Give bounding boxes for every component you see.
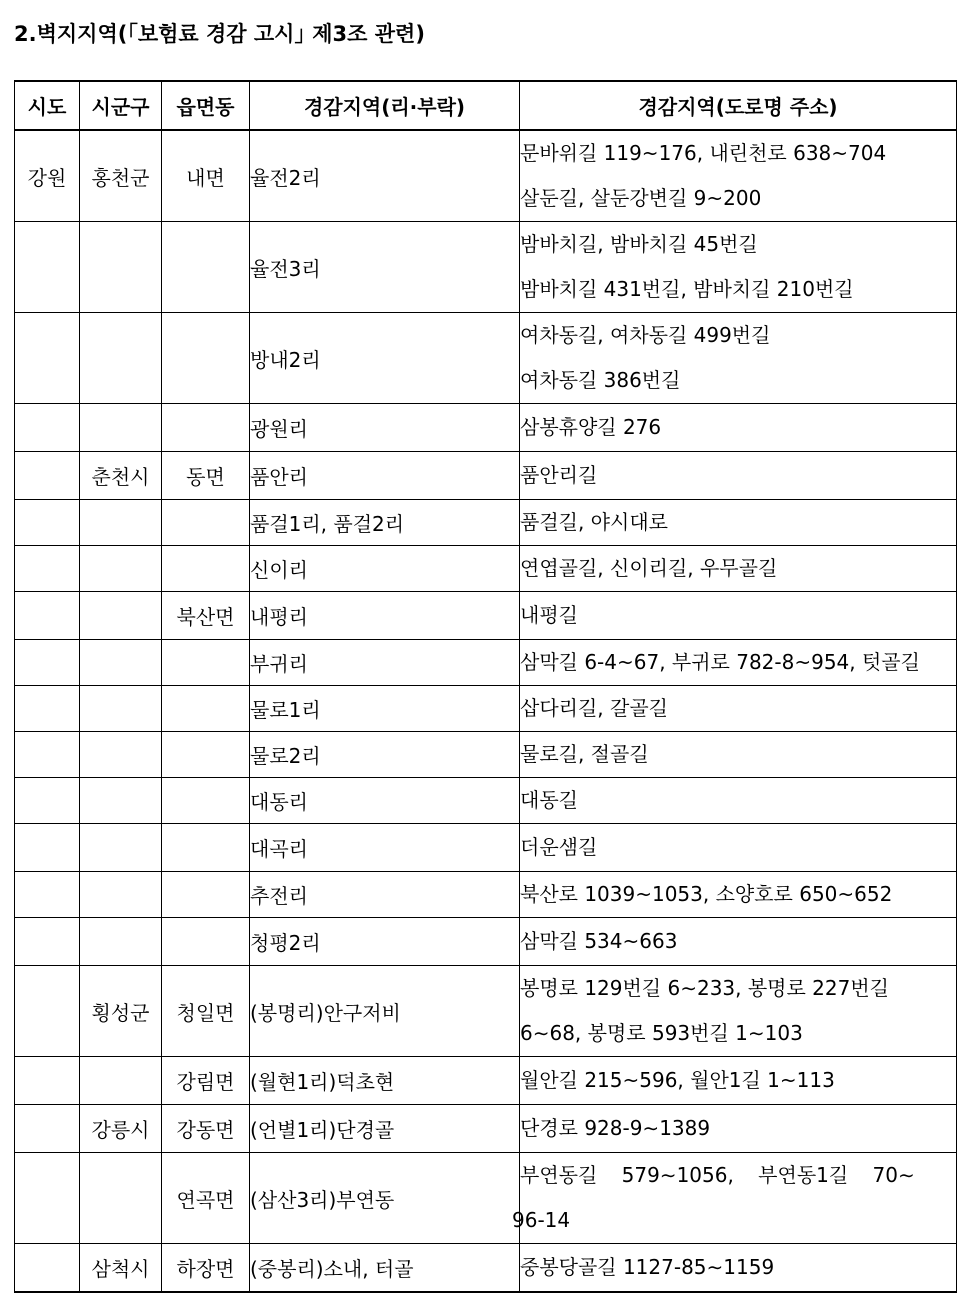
road-line: 대동길	[520, 788, 578, 812]
cell-sido	[15, 404, 80, 452]
cell-area-ri: 품걸1리, 품걸2리	[250, 500, 520, 546]
cell-eupmyeondong: 내면	[162, 130, 250, 222]
cell-eupmyeondong	[162, 732, 250, 778]
header-sigungu: 시군구	[80, 81, 162, 130]
cell-eupmyeondong: 동면	[162, 452, 250, 500]
page-title: 2.벽지지역(｢보험료 경감 고시｣ 제3조 관련)	[14, 22, 425, 46]
road-line: 밤바치길 431번길, 밤바치길 210번길	[520, 277, 854, 301]
cell-eupmyeondong	[162, 222, 250, 313]
header-sido: 시도	[15, 81, 80, 130]
cell-sido	[15, 824, 80, 872]
road-line: 살둔길, 살둔강변길 9~200	[520, 186, 762, 210]
cell-sido	[15, 500, 80, 546]
cell-sigungu	[80, 732, 162, 778]
cell-sigungu	[80, 546, 162, 592]
cell-eupmyeondong	[162, 824, 250, 872]
cell-eupmyeondong	[162, 546, 250, 592]
cell-eupmyeondong	[162, 500, 250, 546]
cell-eupmyeondong: 강림면	[162, 1057, 250, 1105]
cell-area-ri: 방내2리	[250, 313, 520, 404]
cell-area-ri: 부귀리	[250, 640, 520, 686]
table-row	[15, 404, 957, 452]
cell-area-road	[520, 686, 957, 732]
cell-sido	[15, 1105, 80, 1153]
cell-eupmyeondong: 연곡면	[162, 1153, 250, 1244]
header-area-ri: 경감지역(리·부락)	[250, 81, 520, 130]
cell-area-road	[520, 640, 957, 686]
cell-sido	[15, 640, 80, 686]
cell-sido	[15, 778, 80, 824]
cell-sido	[15, 1057, 80, 1105]
cell-eupmyeondong: 북산면	[162, 592, 250, 640]
table-row	[15, 313, 957, 404]
cell-sido	[15, 313, 80, 404]
cell-sigungu	[80, 778, 162, 824]
cell-area-road	[520, 732, 957, 778]
road-line: 물로길, 절골길	[520, 742, 649, 766]
cell-eupmyeondong	[162, 918, 250, 966]
road-line: 연엽골길, 신이리길, 우무골길	[520, 556, 778, 580]
cell-sigungu	[80, 313, 162, 404]
cell-sido: 강원	[15, 130, 80, 222]
cell-sigungu	[80, 824, 162, 872]
table-row	[15, 686, 957, 732]
cell-eupmyeondong	[162, 313, 250, 404]
cell-sigungu: 삼척시	[80, 1244, 162, 1293]
cell-area-road	[520, 404, 957, 452]
cell-sido	[15, 918, 80, 966]
cell-area-road	[512, 1153, 957, 1244]
cell-area-ri: 추전리	[250, 872, 520, 918]
cell-sigungu	[80, 1057, 162, 1105]
cell-sigungu	[80, 686, 162, 732]
road-line: 여차동길 386번길	[520, 368, 681, 392]
table-row	[15, 640, 957, 686]
cell-sigungu	[80, 404, 162, 452]
cell-eupmyeondong: 청일면	[162, 966, 250, 1057]
cell-sigungu	[80, 592, 162, 640]
cell-area-ri: (언별1리)단경골	[250, 1105, 520, 1153]
table-row	[15, 452, 957, 500]
cell-sido	[15, 1153, 80, 1244]
cell-area-road	[520, 452, 957, 500]
table-row	[15, 778, 957, 824]
cell-sido	[15, 546, 80, 592]
cell-area-ri: (삼산3리)부연동	[250, 1153, 520, 1244]
road-line: 문바위길 119~176, 내린천로 638~704	[520, 141, 887, 165]
cell-area-ri: (중봉리)소내, 터골	[250, 1244, 520, 1293]
table-row	[15, 546, 957, 592]
cell-area-road	[520, 500, 957, 546]
cell-eupmyeondong	[162, 404, 250, 452]
table-row	[15, 222, 957, 313]
road-line: 품걸길, 야시대로	[520, 510, 668, 534]
road-line: 밤바치길, 밤바치길 45번길	[520, 232, 758, 256]
road-line: 6∼68, 봉명로 593번길 1∼103	[520, 1021, 803, 1045]
road-line: 북산로 1039~1053, 소양호로 650~652	[520, 882, 893, 906]
table-row	[15, 1153, 957, 1244]
road-line: 봉명로 129번길 6∼233, 봉명로 227번길	[520, 976, 889, 1000]
table-row	[15, 872, 957, 918]
cell-sido	[15, 222, 80, 313]
cell-area-road	[520, 130, 957, 222]
cell-sido	[15, 1244, 80, 1293]
cell-area-ri: 율전2리	[250, 130, 520, 222]
cell-area-road	[520, 222, 957, 313]
cell-area-ri: (월현1리)덕초현	[250, 1057, 520, 1105]
road-line: 내평길	[520, 603, 578, 627]
cell-area-road	[520, 778, 957, 824]
table-row	[15, 1057, 957, 1105]
cell-sido	[15, 452, 80, 500]
cell-sigungu: 강릉시	[80, 1105, 162, 1153]
road-line: 더운샘길	[520, 835, 598, 859]
table-row	[15, 732, 957, 778]
table-row	[15, 1105, 957, 1153]
table-row	[15, 130, 957, 222]
road-line: 삼막길 534~663	[520, 929, 678, 953]
cell-area-road	[520, 966, 957, 1057]
cell-sido	[15, 686, 80, 732]
remote-area-table	[14, 80, 957, 1293]
road-line: 품안리길	[520, 463, 598, 487]
road-line: 중봉당골길 1127-85∼1159	[520, 1255, 775, 1279]
table-row	[15, 592, 957, 640]
road-line: 월안길 215~596, 월안1길 1~113	[520, 1068, 835, 1092]
road-line: 여차동길, 여차동길 499번길	[520, 323, 771, 347]
table-row	[15, 1244, 957, 1293]
cell-area-ri: 율전3리	[250, 222, 520, 313]
road-line: 삼봉휴양길 276	[520, 415, 662, 439]
road-line: 삽다리길, 갈골길	[520, 696, 668, 720]
cell-sigungu: 춘천시	[80, 452, 162, 500]
cell-area-ri: 대곡리	[250, 824, 520, 872]
cell-area-ri: 품안리	[250, 452, 520, 500]
cell-eupmyeondong	[162, 686, 250, 732]
cell-sido	[15, 872, 80, 918]
cell-area-ri: (봉명리)안구저비	[250, 966, 520, 1057]
cell-sigungu	[80, 500, 162, 546]
cell-area-road	[520, 1057, 957, 1105]
cell-sido	[15, 592, 80, 640]
cell-sigungu	[80, 1153, 162, 1244]
road-line: 삼막길 6-4~67, 부귀로 782-8~954, 텃골길	[520, 650, 920, 674]
cell-sido	[15, 966, 80, 1057]
table-row	[15, 966, 957, 1057]
cell-area-road	[520, 592, 957, 640]
road-line: 96-14	[512, 1208, 571, 1232]
table-row	[15, 824, 957, 872]
cell-area-road	[520, 824, 957, 872]
table-row	[15, 918, 957, 966]
cell-eupmyeondong: 강동면	[162, 1105, 250, 1153]
cell-eupmyeondong: 하장면	[162, 1244, 250, 1293]
table-body	[15, 130, 957, 1292]
cell-area-ri: 광원리	[250, 404, 520, 452]
cell-eupmyeondong	[162, 778, 250, 824]
cell-area-ri: 물로1리	[250, 686, 520, 732]
cell-area-road	[520, 1105, 957, 1153]
header-area-road: 경감지역(도로명 주소)	[520, 81, 957, 130]
header-eupmyeondong: 읍면동	[162, 81, 250, 130]
cell-eupmyeondong	[162, 872, 250, 918]
cell-area-ri: 대동리	[250, 778, 520, 824]
cell-area-road	[520, 546, 957, 592]
cell-area-road	[520, 1244, 957, 1293]
cell-sigungu	[80, 872, 162, 918]
road-line: 부연동길 579∼1056, 부연동1길 70∼	[520, 1163, 915, 1187]
cell-sigungu	[80, 640, 162, 686]
cell-area-ri: 청평2리	[250, 918, 520, 966]
table-row	[15, 500, 957, 546]
cell-sigungu	[80, 918, 162, 966]
cell-sigungu: 횡성군	[80, 966, 162, 1057]
cell-area-road	[520, 918, 957, 966]
cell-area-ri: 내평리	[250, 592, 520, 640]
road-line: 단경로 928-9∼1389	[520, 1116, 711, 1140]
cell-eupmyeondong	[162, 640, 250, 686]
cell-sigungu: 홍천군	[80, 130, 162, 222]
cell-area-ri: 신이리	[250, 546, 520, 592]
cell-area-road	[520, 313, 957, 404]
cell-area-ri: 물로2리	[250, 732, 520, 778]
table-header-row	[15, 81, 957, 130]
cell-sido	[15, 732, 80, 778]
cell-sigungu	[80, 222, 162, 313]
cell-area-road	[520, 872, 957, 918]
